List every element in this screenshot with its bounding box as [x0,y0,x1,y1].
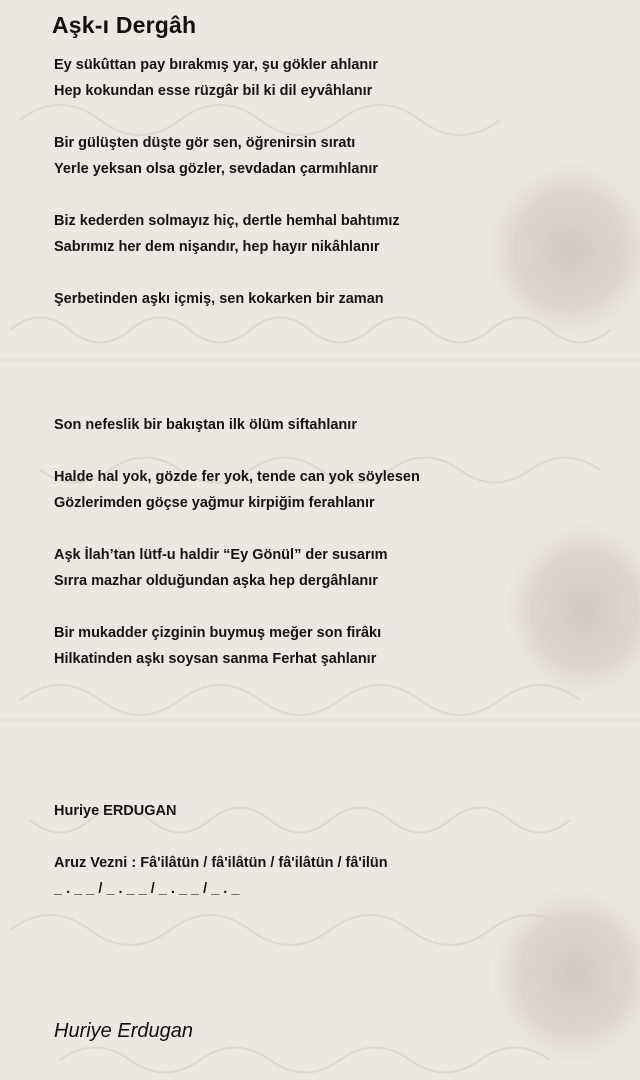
poem-line: Sabrımız her dem nişandır, hep hayır nikâhlanır [54,239,380,255]
poem-line: Hep kokundan esse rüzgâr bil ki dil eyvâhlanır [54,83,373,99]
poem-line: Aşk İlah’tan lütf-u haldir “Ey Gönül” der susarım [54,547,388,563]
poem-line: Yerle yeksan olsa gözler, sevdadan çarmıhlanır [54,161,378,177]
poem-line: Sırra mazhar olduğundan aşka hep dergâhlanır [54,573,378,589]
poem-line: Gözlerimden göçse yağmur kirpiğim ferahlanır [54,495,375,511]
poem-line: Hilkatinden aşkı soysan sanma Ferhat şahlanır [54,651,377,667]
poem-line: Son nefeslik bir bakıştan ilk ölüm siftahlanır [54,417,357,433]
poem-line: Bir mukadder çizginin buymuş meğer son firâkı [54,625,382,641]
poem-line: Şerbetinden aşkı içmiş, sen kokarken bir zaman [54,291,384,307]
poem-line: Halde hal yok, gözde fer yok, tende can yok söylesen [54,469,420,485]
meter-pattern: _ . _ _ / _ . _ _ / _ . _ _ / _ . _ [54,881,240,897]
poem-line: Bir gülüşten düşte gör sen, öğrenirsin sıratı [54,135,356,151]
author-name: Huriye ERDUGAN [54,803,177,819]
poem-title: Aşk-ı Dergâh [52,12,197,38]
author-signature: Huriye Erdugan [54,1020,193,1042]
meter-label: Aruz Vezni : Fâ'ilâtün / fâ'ilâtün / fâ'ilâtün / fâ'ilün [54,855,388,871]
poem-line: Ey sükûttan pay bırakmış yar, şu gökler ahlanır [54,57,378,73]
poem-line: Biz kederden solmayız hiç, dertle hemhal bahtımız [54,213,400,229]
